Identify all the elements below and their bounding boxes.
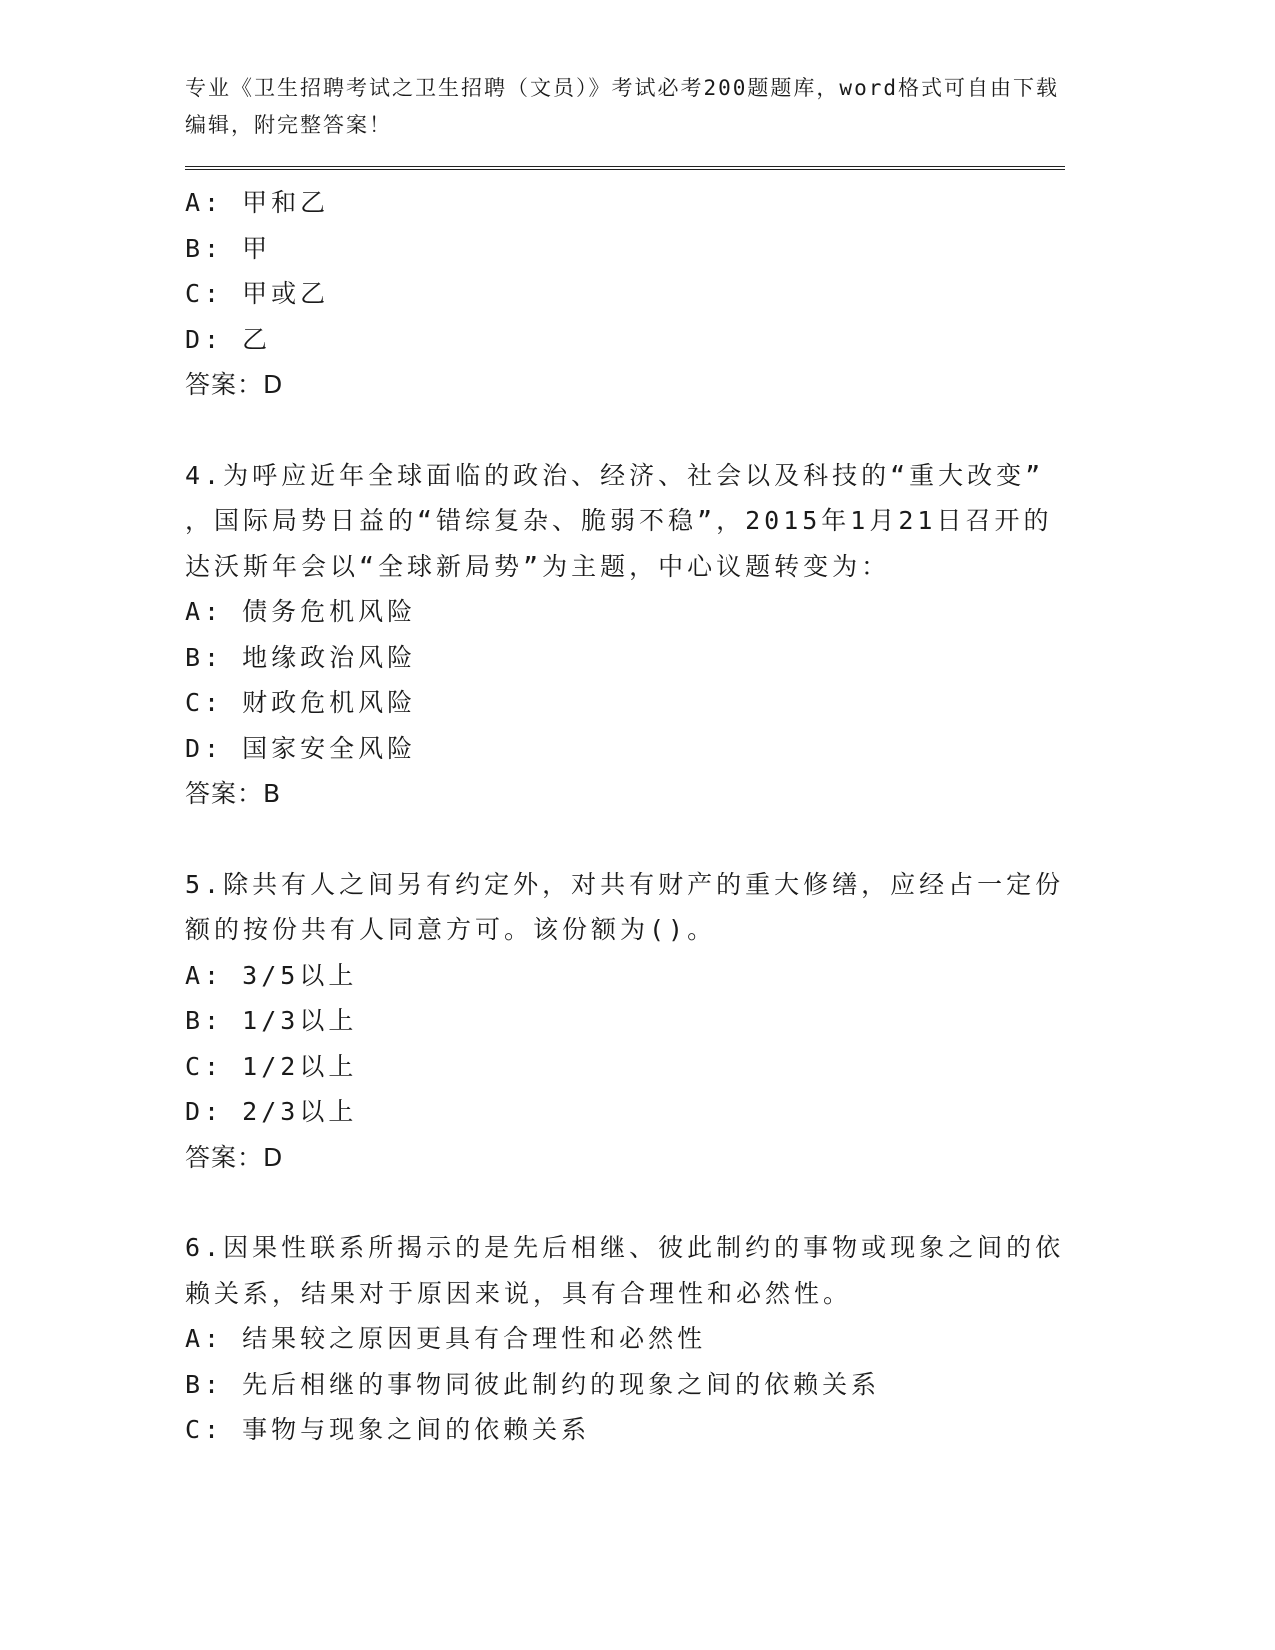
option-c: C: 事物与现象之间的依赖关系 <box>185 1415 591 1444</box>
option-a: A: 债务危机风险 <box>185 597 417 626</box>
answer: 答案：D <box>185 1142 284 1172</box>
question-text-line: ，国际局势日益的“错综复杂、脆弱不稳”，2015年1月21日召开的 <box>185 506 1053 535</box>
option-a: A: 3/5以上 <box>185 960 358 990</box>
question-3-block <box>185 180 1150 408</box>
option-c: C: 1/2以上 <box>185 1051 358 1081</box>
answer: 答案：D <box>185 370 284 399</box>
option-c: C: 财政危机风险 <box>185 688 417 717</box>
option-b: B: 地缘政治风险 <box>185 642 417 672</box>
question-text-line: 赖关系，结果对于原因来说，具有合理性和必然性。 <box>185 1278 853 1308</box>
question-5-block <box>185 862 1150 1181</box>
question-text-line: 5.除共有人之间另有约定外，对共有财产的重大修缮，应经占一定份 <box>185 869 1065 899</box>
option-d: D: 乙 <box>185 324 272 354</box>
document-page <box>185 70 1150 1453</box>
option-d: D: 国家安全风险 <box>185 733 417 763</box>
question-text-line: 4.为呼应近年全球面临的政治、经济、社会以及科技的“重大改变” <box>185 460 1045 490</box>
option-b: B: 1/3以上 <box>185 1006 358 1035</box>
option-b: B: 先后相继的事物同彼此制约的现象之间的依赖关系 <box>185 1369 881 1399</box>
question-6-block <box>185 1225 1150 1453</box>
question-text-line: 额的按份共有人同意方可。该份额为()。 <box>185 915 717 944</box>
option-c: C: 甲或乙 <box>185 279 330 308</box>
option-d: D: 2/3以上 <box>185 1097 358 1126</box>
option-a: A: 结果较之原因更具有合理性和必然性 <box>185 1324 707 1353</box>
question-text-line: 达沃斯年会以“全球新局势”为主题，中心议题转变为： <box>185 551 891 581</box>
option-b: B: 甲 <box>185 233 272 263</box>
question-4-block <box>185 453 1150 817</box>
document-header: 专业《卫生招聘考试之卫生招聘（文员）》考试必考200题题库，word格式可自由下载编辑，附完整答案！ <box>185 70 1065 170</box>
option-a: A: 甲和乙 <box>185 188 330 217</box>
answer: 答案：B <box>185 779 282 808</box>
question-text-line: 6.因果性联系所揭示的是先后相继、彼此制约的事物或现象之间的依 <box>185 1233 1065 1262</box>
